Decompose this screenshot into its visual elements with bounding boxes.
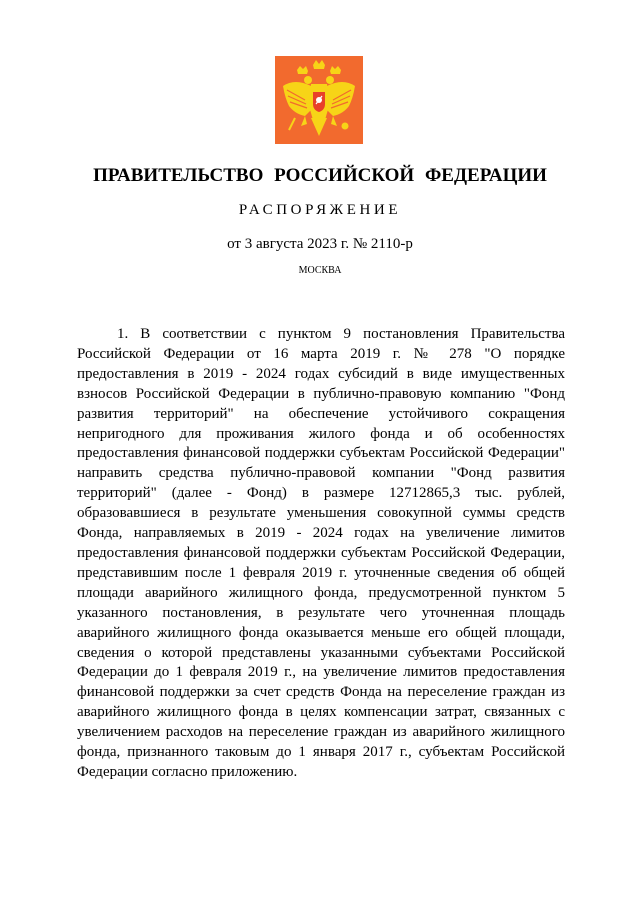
russian-coat-of-arms-icon <box>275 56 363 144</box>
document-date-number: от 3 августа 2023 г. № 2110-р <box>227 236 413 252</box>
document-city: МОСКВА <box>298 265 342 276</box>
document-type: РАСПОРЯЖЕНИЕ <box>238 202 402 218</box>
organization-title: ПРАВИТЕЛЬСТВО РОССИЙСКОЙ ФЕДЕРАЦИИ <box>93 165 547 186</box>
body-paragraph-1: 1. В соответствии с пунктом 9 постановления Правительства Российской Федерации от 16 марта 2019 г. № 278 "О порядке предоставления в 2019 - 2024 годах субсидий в виде имущественных взносов Российской Федерации в публично-правовую компанию "Фонд развития территорий" на обеспечение устойчивого сокращения непригодного для проживания жилого фонда и об особенностях предоставления финансовой поддержки субъектам Российской Федерации" направить средства публично-правовой компании "Фонд развития территорий" (далее - Фонд) в размере 12712865,3 тыс. рублей, образовавшиеся в результате уменьшения совокупной суммы средств Фонда, направляемых в 2019 - 2024 годах на увеличение лимитов предоставления финансовой поддержки субъектам Российской Федерации, представившим после 1 февраля 2019 г. уточненные сведения об общей площади аварийного жилищного фонда, предусмотренной пунктом 5 указанного постановления, в результате чего уточненная площадь аварийного жилищного фонда оказывается меньше его общей площади, сведения о которой представлены указанными субъектами Российской Федерации до 1 февраля 2019 г., на увеличение лимитов предоставления финансовой поддержки за счет средств Фонда на переселение граждан из аварийного жилищного фонда в целях компенсации затрат, связанных с увеличением расходов на переселение граждан из аварийного жилищного фонда, признанного таковым до 1 января 2017 г., субъектам Российской Федерации согласно приложению. <box>77 326 565 780</box>
